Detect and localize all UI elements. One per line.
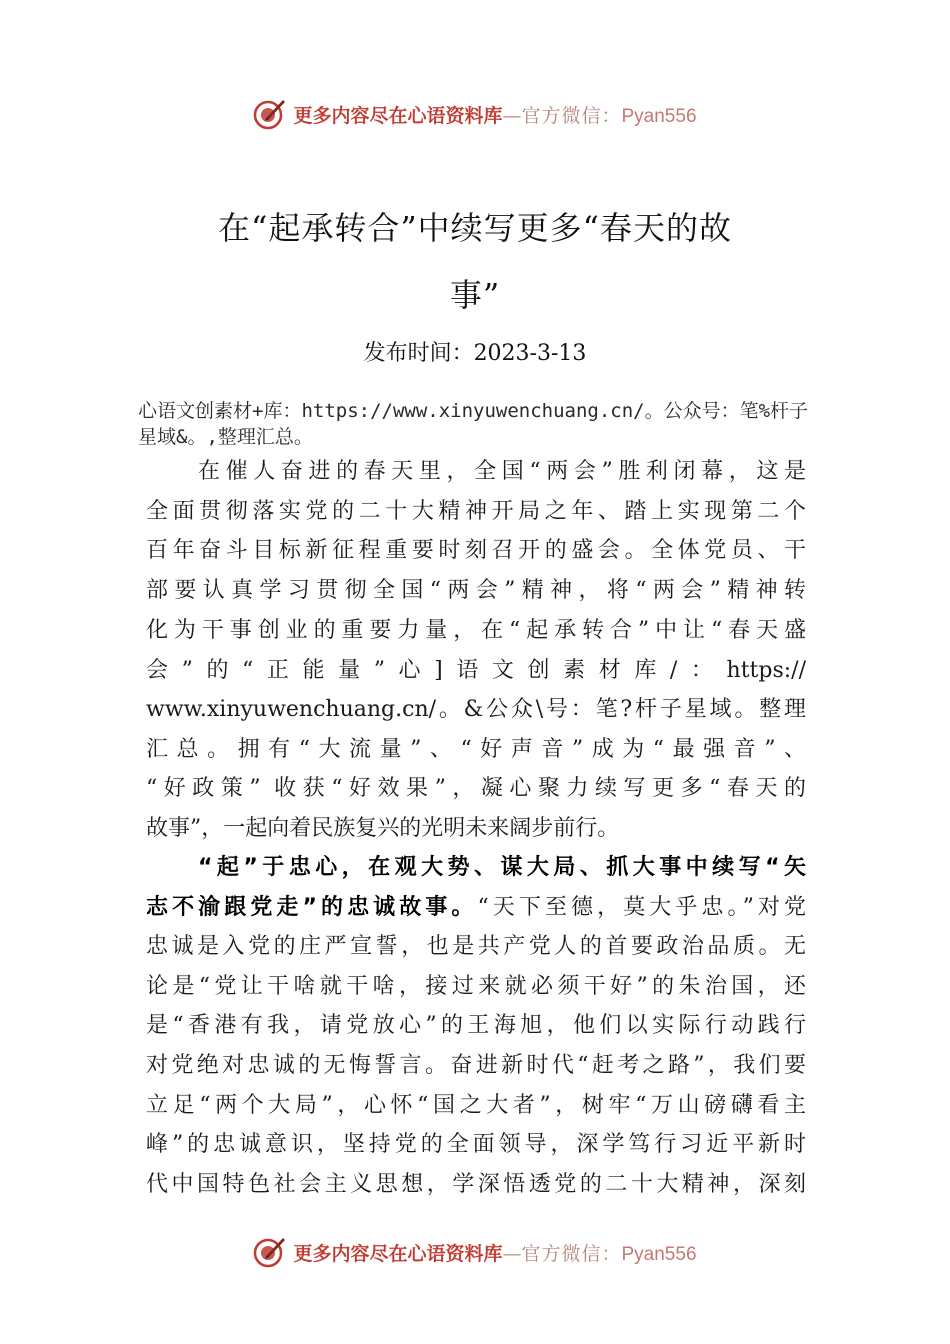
page-title-line-2: 事” [449, 276, 501, 314]
paragraph-2-line: 立足“两个大局”，心怀“国之大者”，树牢“万山磅礴看主 [146, 1093, 806, 1118]
paragraph-2-line [146, 888, 806, 928]
paragraph-1-line: 在催人奋进的春天里，全国“两会”胜利闭幕，这是 [198, 459, 806, 484]
paragraph-1-line: 全面贯彻落实党的二十大精神开局之年、踏上实现第二个 [146, 499, 806, 524]
paragraph-2-line: 忠诚是入党的庄严宣誓，也是共产党人的首要政治品质。无 [146, 934, 806, 959]
paragraph-2-heading-line [146, 848, 806, 888]
banner-dash: — [502, 104, 522, 127]
banner-dash: — [502, 1242, 522, 1265]
page-title-line-1: 在“起承转合”中续写更多“春天的故 [217, 209, 733, 247]
paragraph-1-line: 故事”，一起向着民族复兴的光明未来阔步前行。 [146, 816, 620, 841]
publish-date: 发布时间：2023-3-13 [363, 341, 587, 366]
banner-wechat-id: Pyan556 [621, 1243, 697, 1265]
banner-wechat-id: Pyan556 [621, 105, 697, 127]
paragraph-2-bold-text: “起”于忠心，在观大势、谋大局、抓大事中续写“矢 [198, 855, 806, 880]
paragraph-1-line: www.xinyuwenchuang.cn/。&公众\号：笔?杆子星域。整理 [146, 697, 806, 722]
paragraph-2-line: 峰”的忠诚意识，坚持党的全面领导，深学笃行习近平新时 [146, 1132, 806, 1157]
footer-banner [0, 1232, 950, 1272]
banner-text [293, 101, 696, 128]
banner-label: 官方微信： [521, 1242, 622, 1265]
header-banner [0, 94, 950, 134]
paragraph-2-line: 是“香港有我，请党放心”的王海旭，他们以实际行动践行 [146, 1013, 806, 1038]
pen-logo-icon [253, 1235, 287, 1269]
pen-logo-icon [253, 97, 287, 131]
paragraph-1-line: 会”的“正能量”心]语文创素材库/：https:// [146, 658, 806, 683]
paragraph-2-line: 论是“党让干啥就干啥，接过来就必须干好”的朱治国，还 [146, 974, 806, 999]
paragraph-1-line: 汇总。拥有“大流量”、“好声音”成为“最强音”、 [146, 737, 806, 762]
banner-brand: 更多内容尽在心语资料库 [293, 104, 503, 127]
paragraph-1-line: 化为干事创业的重要力量，在“起承转合”中让“春天盛 [146, 618, 806, 643]
paragraph-2-line: 对党绝对忠诚的无悔誓言。奋进新时代“赶考之路”，我们要 [146, 1053, 806, 1078]
banner-text [293, 1239, 696, 1266]
paragraph-1-line: “好政策” 收获“好效果”，凝心聚力续写更多“春天的 [146, 776, 806, 801]
banner-brand: 更多内容尽在心语资料库 [293, 1242, 503, 1265]
paragraph-2-quote: “天下至德，莫大乎忠。”对党 [477, 895, 806, 920]
source-note: 心语文创素材+库：https://www.xinyuwenchuang.cn/。公众号：笔%杆子星域&。,整理汇总。 [138, 400, 809, 448]
paragraph-1-line: 部要认真学习贯彻全国“两会”精神，将“两会”精神转 [146, 578, 806, 603]
paragraph-1-line: 百年奋斗目标新征程重要时刻召开的盛会。全体党员、干 [146, 538, 806, 563]
paragraph-2-bold-text: 志不渝跟党走”的忠诚故事。 [146, 895, 478, 920]
paragraph-2-line: 代中国特色社会主义思想，学深悟透党的二十大精神，深刻 [146, 1172, 806, 1197]
banner-label: 官方微信： [521, 104, 622, 127]
